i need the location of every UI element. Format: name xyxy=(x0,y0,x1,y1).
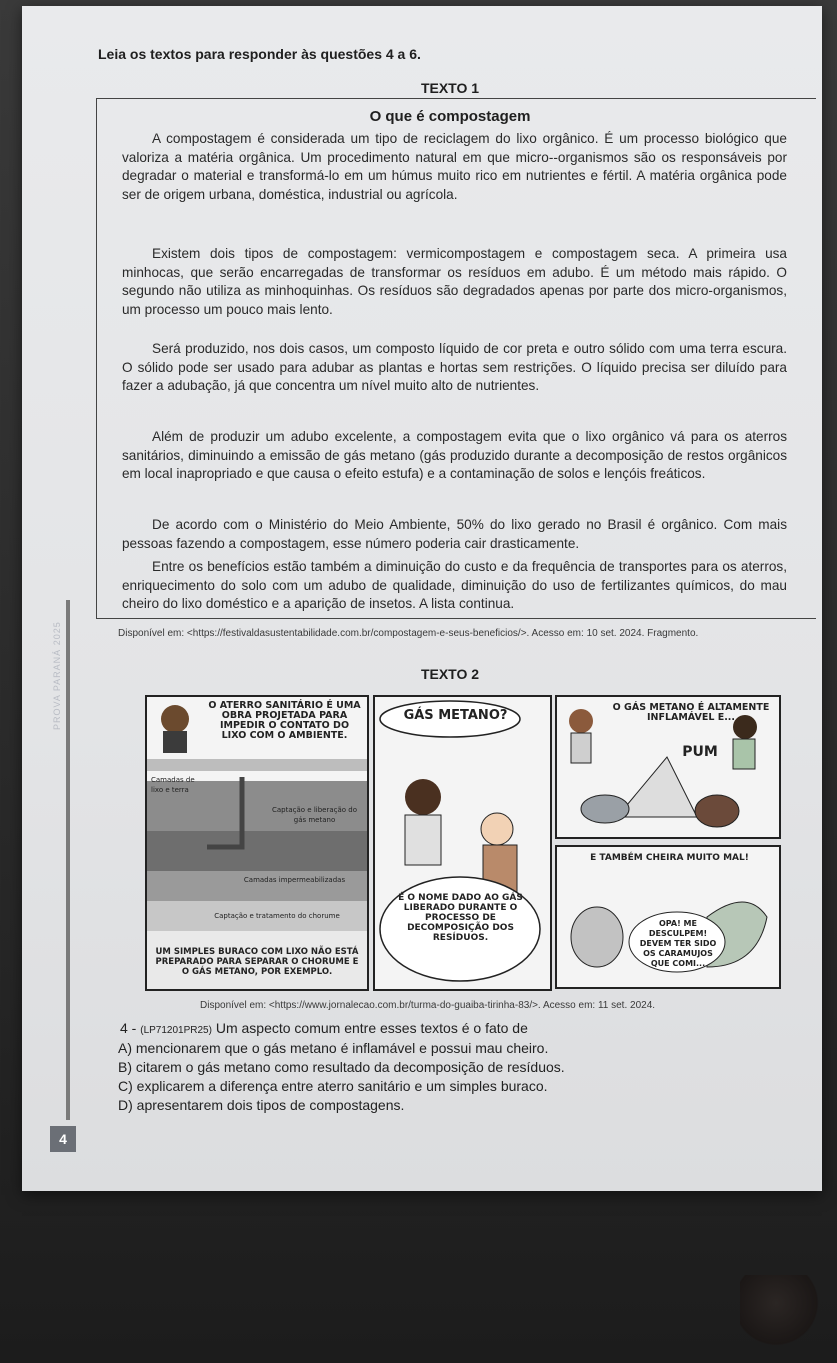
comic-panel-2 xyxy=(373,695,552,991)
panel3-speech: O GÁS METANO É ALTAMENTE INFLAMÁVEL E... xyxy=(612,702,770,723)
panel2-speech-bottom: É O NOME DADO AO GÁS LIBERADO DURANTE O PROCESSO DE DECOMPOSIÇÃO DOS RESÍDUOS. xyxy=(398,893,523,943)
page-number: 4 xyxy=(50,1126,76,1152)
label-layers: Camadas de lixo e terra xyxy=(151,776,195,794)
texto1-top-rule xyxy=(96,98,816,99)
option-c[interactable]: C) explicarem a diferença entre aterro sanitário e um simples buraco. xyxy=(118,1078,548,1094)
texto1-title: O que é compostagem xyxy=(369,108,531,125)
option-a[interactable]: A) mencionarem que o gás metano é inflamável e possui mau cheiro. xyxy=(118,1040,549,1056)
texto1-paragraph-2: Existem dois tipos de compostagem: vermicompostagem e compostagem seca. A primeira usa minhocas, que serão encarregadas de transformar os resíduos em adubo. É um método mais rápido. O segundo não utiliza as minhoquinhas. Os resíduos são degradados apenas por parte dos micro-organismos, um processo um pouco mais lento. xyxy=(122,246,787,317)
comic-panel-1 xyxy=(145,695,369,991)
instructions: Leia os textos para responder às questões 4 a 6. xyxy=(98,46,421,62)
texto1-paragraph-4: Além de produzir um adubo excelente, a compostagem evita que o lixo orgânico vá para os aterros sanitários, diminuindo a emissão de gás metano (gás produzido durante a decomposição de restos orgânicos em local inapropriado e que causa o efeito estufa) e a contaminação de solos e lençóis freáticos. xyxy=(122,429,787,482)
texto1-paragraph-3: Será produzido, nos dois casos, um composto líquido de cor preta e outro sólido com uma terra escura. O sólido pode ser usado para adubar as plantas e hortas sem restrições. O líquido precisa ser diluído para fazer a adubação, já que concentra um nível muito alto de nutrientes. xyxy=(122,341,787,394)
side-watermark: PROVA PARANÁ 2025 xyxy=(52,621,62,730)
finger-shadow xyxy=(740,1275,830,1345)
panel4-speech: OPA! ME DESCULPEM! DEVEM TER SIDO OS CARAMUJOS QUE COMI... xyxy=(639,919,717,968)
label-chorume: Captação e tratamento do chorume xyxy=(214,912,340,920)
characters-illustration xyxy=(375,697,550,989)
comic-panel-3 xyxy=(555,695,781,839)
texto1-source: Disponível em: <https://festivaldasustentabilidade.com.br/compostagem-e-seus-beneficios/>. Acesso em: 10 set. 2024. Fragmento. xyxy=(118,628,699,639)
texto2-source: Disponível em: <https://www.jornalecao.com.br/turma-do-guaiba-tirinha-83/>. Acesso em: 11 set. 2024. xyxy=(200,1000,656,1011)
comic-panel-4 xyxy=(555,845,781,989)
texto1-paragraph-5: De acordo com o Ministério do Meio Ambiente, 50% do lixo gerado no Brasil é orgânico. Com mais pessoas fazendo a compostagem, esse número poderia cair drasticamente. xyxy=(122,517,787,551)
texto2-label: TEXTO 2 xyxy=(420,666,480,682)
comic-strip xyxy=(145,695,780,990)
option-d[interactable]: D) apresentarem dois tipos de compostagens. xyxy=(118,1097,405,1113)
texto1-paragraph-1: A compostagem é considerada um tipo de reciclagem do lixo orgânico. É um processo biológico que valoriza a matéria orgânica. Um procedimento natural em que micro--organismos são os responsáveis por degradar o material e transformá-lo em um húmus muito rico em nutrientes e fértil. A matéria orgânica pode ser de origem urbana, doméstica, industrial ou agrícola. xyxy=(122,131,787,202)
panel4-caption: E TAMBÉM CHEIRA MUITO MAL! xyxy=(590,853,749,863)
label-gas-capture: Captação e liberação do gás metano xyxy=(271,806,357,824)
texto1-label: TEXTO 1 xyxy=(420,80,480,96)
panel2-speech-top: GÁS METANO? xyxy=(403,708,508,723)
texto1-paragraph-6: Entre os benefícios estão também a diminuição do custo e da frequência de transportes para os aterros, enriquecimento do solo com um adubo de qualidade, diminuição do uso de fertilizantes químicos, do mau cheiro do lixo doméstico e a aparição de insetos. A lista continua. xyxy=(122,559,787,612)
panel1-caption-bottom: UM SIMPLES BURACO COM LIXO NÃO ESTÁ PREPARADO PARA SEPARAR O CHORUME E O GÁS METANO, POR EXEMPLO. xyxy=(155,947,359,977)
texto1-bottom-rule xyxy=(96,618,816,619)
question-number: 4 - xyxy=(120,1020,137,1036)
option-b[interactable]: B) citarem o gás metano como resultado da decomposição de resíduos. xyxy=(118,1059,565,1075)
label-impermeable: Camadas impermeabilizadas xyxy=(243,876,346,884)
panel3-sound: PUM xyxy=(682,744,718,760)
question-4 xyxy=(120,1020,528,1036)
question-text: Um aspecto comum entre esses textos é o fato de xyxy=(215,1020,528,1036)
question-code: (LP71201PR25) xyxy=(140,1025,212,1036)
panel1-caption-top: O ATERRO SANITÁRIO É UMA OBRA PROJETADA PARA IMPEDIR O CONTATO DO LIXO COM O AMBIENTE. xyxy=(208,700,361,741)
texto1-left-rule xyxy=(96,98,97,618)
